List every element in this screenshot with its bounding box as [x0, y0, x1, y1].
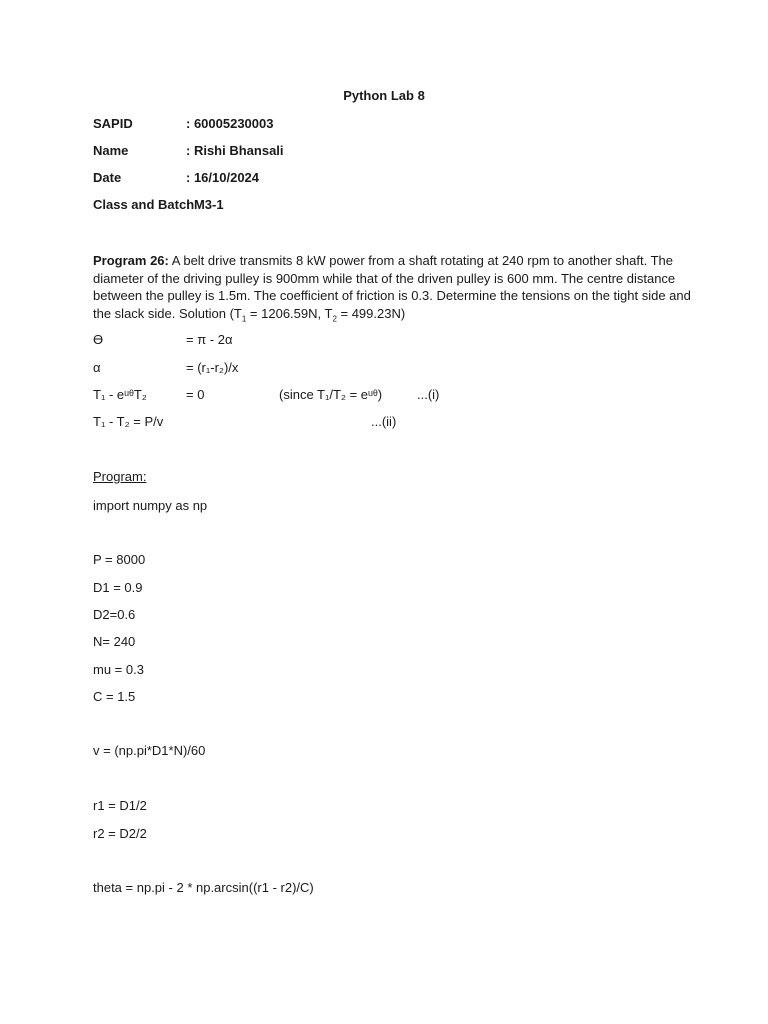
code-line: import numpy as np [93, 498, 208, 513]
equation-ii-tag: ...(ii) [371, 414, 397, 429]
equation-i-lhs: T₁ - eᵘᶿT₂ [93, 387, 147, 402]
sub-2: 2 [332, 314, 337, 324]
equation-i-rhs: = 0 [186, 387, 205, 402]
solution-t2: = 499.23N) [336, 305, 406, 321]
alpha-symbol: α [93, 360, 101, 375]
equation-i-tag: ...(i) [417, 387, 440, 402]
code-line: r2 = D2/2 [93, 826, 147, 841]
code-line: mu = 0.3 [93, 662, 144, 677]
code-line: C = 1.5 [93, 689, 136, 704]
solution-t1: = 1206.59N, T [246, 305, 333, 321]
problem-statement [93, 252, 693, 328]
date-value: : 16/10/2024 [186, 170, 260, 185]
code-line: r1 = D1/2 [93, 798, 147, 813]
equation-ii: T₁ - T₂ = P/v [93, 414, 164, 429]
program-heading: Program: [93, 469, 147, 484]
code-line: v = (np.pi*D1*N)/60 [93, 743, 206, 758]
name-label: Name [93, 143, 129, 158]
code-line: N= 240 [93, 634, 136, 649]
class-batch-label: Class and Batch [93, 197, 195, 212]
code-line: D1 = 0.9 [93, 580, 143, 595]
sub-1: 1 [241, 314, 247, 324]
name-value: : Rishi Bhansali [186, 143, 284, 158]
sapid-label: SAPID [93, 116, 133, 131]
code-line: P = 8000 [93, 552, 146, 567]
program-text: A belt drive transmits 8 kW power from a shaft rotating at 240 rpm to another shaft. The diameter of the driving pulley is 900mm while that of the driven pulley is 600 mm. The centre distance between the pulley is 1.5m. The coefficient of friction is 0.3. Determine the tensions on the tight side and the slack side. Solution (T [93, 253, 691, 321]
date-label: Date [93, 170, 122, 185]
theta-equation: = π - 2α [186, 332, 233, 347]
equation-i-note: (since T₁/T₂ = eᵘᶿ) [279, 387, 383, 402]
code-line: theta = np.pi - 2 * np.arcsin((r1 - r2)/C) [93, 880, 314, 895]
page-title: Python Lab 8 [343, 88, 425, 103]
theta-symbol: ϴ [93, 332, 104, 347]
program-label: Program 26: [93, 253, 169, 268]
class-batch-value: : M3-1 [186, 197, 224, 212]
sapid-value: : 60005230003 [186, 116, 274, 131]
alpha-equation: = (r₁-r₂)/x [186, 360, 239, 375]
code-line: D2=0.6 [93, 607, 136, 622]
